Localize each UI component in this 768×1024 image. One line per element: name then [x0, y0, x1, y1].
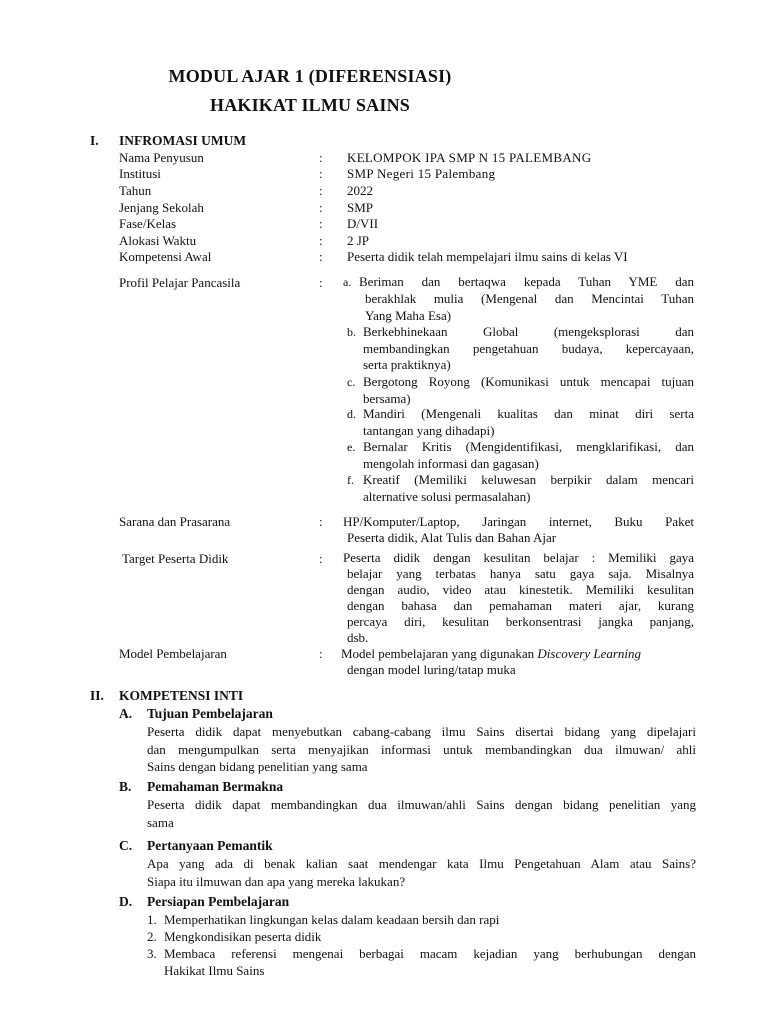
colon: : — [319, 233, 323, 248]
info-row — [0, 249, 768, 266]
info-value: D/VII — [347, 216, 379, 231]
info-row — [0, 150, 768, 167]
item-letter: b. — [347, 325, 356, 339]
model-name: Discovery Learning — [537, 646, 642, 661]
pemahaman-paragraph — [147, 796, 696, 831]
list-number: 1. — [147, 912, 157, 927]
profil-item — [347, 472, 694, 505]
target-line: percaya diri, kesulitan berkonsentrasi jangka panjang, — [347, 614, 694, 629]
item-text: Bergotong Royong (Komunikasi untuk mencapai tujuan — [363, 374, 694, 389]
pemantik-paragraph — [147, 855, 696, 890]
section-heading-kompetensi-inti — [90, 688, 243, 704]
item-letter: c. — [347, 375, 356, 389]
item-text: alternative solusi permasalahan) — [363, 488, 531, 504]
list-text: Memperhatikan lingkungan kelas dalam keadaan bersih dan rapi — [164, 912, 500, 927]
info-row — [0, 166, 768, 183]
info-row — [0, 200, 768, 217]
item-text: Bernalar Kritis (Mengidentifikasi, mengklarifikasi, dan — [363, 439, 694, 454]
item-text: Berkebhinekaan Global (mengeksplorasi dan — [363, 324, 694, 339]
paragraph-line: Siapa itu ilmuwan dan apa yang mereka lakukan? — [147, 873, 406, 889]
item-letter: e. — [347, 440, 356, 454]
profil-item — [343, 274, 694, 291]
info-label: Alokasi Waktu — [119, 233, 197, 248]
info-row — [0, 183, 768, 200]
subsection-title: Pemahaman Bermakna — [147, 779, 284, 794]
target-line: belajar yang terbatas hanya satu gaya saja. Misalnya — [347, 566, 694, 581]
target-value — [343, 550, 694, 567]
info-label: Kompetensi Awal — [119, 249, 212, 264]
item-text: Yang Maha Esa) — [365, 307, 452, 323]
colon: : — [319, 216, 323, 231]
list-text: Hakikat Ilmu Sains — [164, 963, 265, 978]
colon: : — [319, 275, 323, 290]
paragraph-line: dan mengumpulkan serta menyajikan informasi untuk membandingkan dua ilmuwan/ ahli — [147, 741, 696, 757]
info-value: 2 JP — [347, 233, 370, 248]
info-label: Fase/Kelas — [119, 216, 177, 231]
profil-item — [347, 374, 694, 407]
target-line: Peserta didik dengan kesulitan belajar : Memiliki gaya — [343, 550, 694, 565]
info-label: Tahun — [119, 183, 152, 198]
target-line: dsb. — [347, 630, 369, 645]
colon: : — [319, 551, 323, 566]
colon: : — [319, 514, 323, 529]
tujuan-paragraph — [147, 723, 696, 776]
info-label: Nama Penyusun — [119, 150, 204, 165]
item-text: Mandiri (Mengenali kualitas dan minat diri serta — [363, 406, 694, 421]
info-row — [0, 216, 768, 233]
model-text: dengan model luring/tatap muka — [347, 662, 516, 677]
profil-item-continuation — [365, 291, 694, 324]
subsection-heading — [119, 838, 273, 854]
info-value: SMP — [347, 200, 374, 215]
subsection-title: Tujuan Pembelajaran — [147, 706, 273, 721]
subsection-heading — [119, 779, 283, 795]
subsection-letter: D. — [119, 894, 133, 909]
paragraph-line: Peserta didik dapat membandingkan dua ilmuwan/ahli Sains dengan bidang penelitian yang — [147, 797, 696, 812]
info-label: Institusi — [119, 166, 161, 181]
subsection-letter: B. — [119, 779, 132, 794]
model-value — [341, 645, 701, 662]
colon: : — [319, 150, 323, 165]
section-title: INFROMASI UMUM — [119, 133, 247, 148]
info-label: Jenjang Sekolah — [119, 200, 204, 215]
info-value: SMP Negeri 15 Palembang — [347, 166, 496, 181]
subsection-heading — [119, 706, 273, 722]
sarana-label: Sarana dan Prasarana — [119, 514, 231, 529]
colon: : — [319, 183, 323, 198]
section-number: I. — [90, 133, 99, 148]
subsection-title: Pertanyaan Pemantik — [147, 838, 273, 853]
list-number: 3. — [147, 946, 157, 961]
subsection-letter: A. — [119, 706, 133, 721]
colon: : — [319, 646, 323, 661]
target-line: dengan bahasa dan pemahaman materi ajar, kurang — [347, 598, 694, 613]
list-item — [147, 945, 696, 979]
paragraph-line: sama — [147, 814, 174, 830]
paragraph-line: Apa yang ada di benak kalian saat mendengar kata Ilmu Pengetahuan Alam atau Sains? — [147, 856, 696, 871]
item-text: membandingkan pengetahuan budaya, kepercayaan, — [363, 340, 694, 356]
paragraph-line: Peserta didik dapat menyebutkan cabang-cabang ilmu Sains disertai bidang yang dipelajari — [147, 724, 696, 739]
item-text: tantangan yang dihadapi) — [363, 422, 495, 438]
list-text: Membaca referensi mengenai berbagai macam kejadian yang berhubungan dengan — [164, 946, 696, 961]
subsection-title: Persiapan Pembelajaran — [147, 894, 290, 909]
item-letter: d. — [347, 407, 356, 421]
item-text: Kreatif (Memiliki keluwesan berpikir dalam mencari — [363, 472, 694, 487]
sarana-line: HP/Komputer/Laptop, Jaringan internet, Buku Paket — [343, 514, 694, 529]
paragraph-line: Sains dengan bidang penelitian yang sama — [147, 759, 368, 774]
model-label: Model Pembelajaran — [119, 646, 227, 661]
list-text: Mengkondisikan peserta didik — [164, 929, 322, 944]
subsection-letter: C. — [119, 838, 133, 853]
sarana-line: Peserta didik, Alat Tulis dan Bahan Ajar — [347, 530, 557, 545]
sarana-value — [343, 513, 694, 530]
item-letter: a. — [343, 275, 352, 289]
item-letter: f. — [347, 473, 354, 487]
section-title: KOMPETENSI INTI — [119, 688, 244, 703]
info-row — [0, 233, 768, 250]
profil-label: Profil Pelajar Pancasila — [119, 275, 241, 290]
model-value-continuation — [347, 661, 516, 678]
module-title: MODUL AJAR 1 (DIFERENSIASI) — [168, 66, 452, 86]
item-text: mengolah informasi dan gagasan) — [363, 455, 539, 471]
item-text: berakhlak mulia (Mengenal dan Mencintai Tuhan — [365, 291, 694, 306]
info-value: Peserta didik telah mempelajari ilmu sains di kelas VI — [347, 249, 628, 264]
profil-item — [347, 324, 694, 374]
item-text: serta praktiknya) — [363, 357, 451, 372]
info-value: KELOMPOK IPA SMP N 15 PALEMBANG — [347, 150, 592, 165]
list-number: 2. — [147, 929, 157, 944]
target-line: dengan audio, video atau kinestetik. Memiliki kesulitan — [347, 582, 694, 597]
colon: : — [319, 249, 323, 264]
module-subtitle: HAKIKAT ILMU SAINS — [210, 95, 410, 115]
target-label: Target Peserta Didik — [122, 551, 229, 566]
info-value: 2022 — [347, 183, 373, 198]
profil-item — [347, 406, 694, 439]
list-item — [147, 928, 696, 945]
section-heading-informasi-umum — [90, 133, 246, 149]
item-text: Beriman dan bertaqwa kepada Tuhan YME dan — [359, 274, 694, 289]
model-text: Model pembelajaran yang digunakan — [341, 646, 538, 661]
profil-item — [347, 439, 694, 472]
colon: : — [319, 166, 323, 181]
item-text: bersama) — [363, 390, 411, 406]
sarana-value-continuation — [347, 529, 694, 546]
subsection-heading — [119, 894, 289, 910]
list-item — [147, 911, 696, 928]
target-value-continuation — [347, 566, 694, 646]
colon: : — [319, 200, 323, 215]
section-number: II. — [90, 688, 104, 703]
